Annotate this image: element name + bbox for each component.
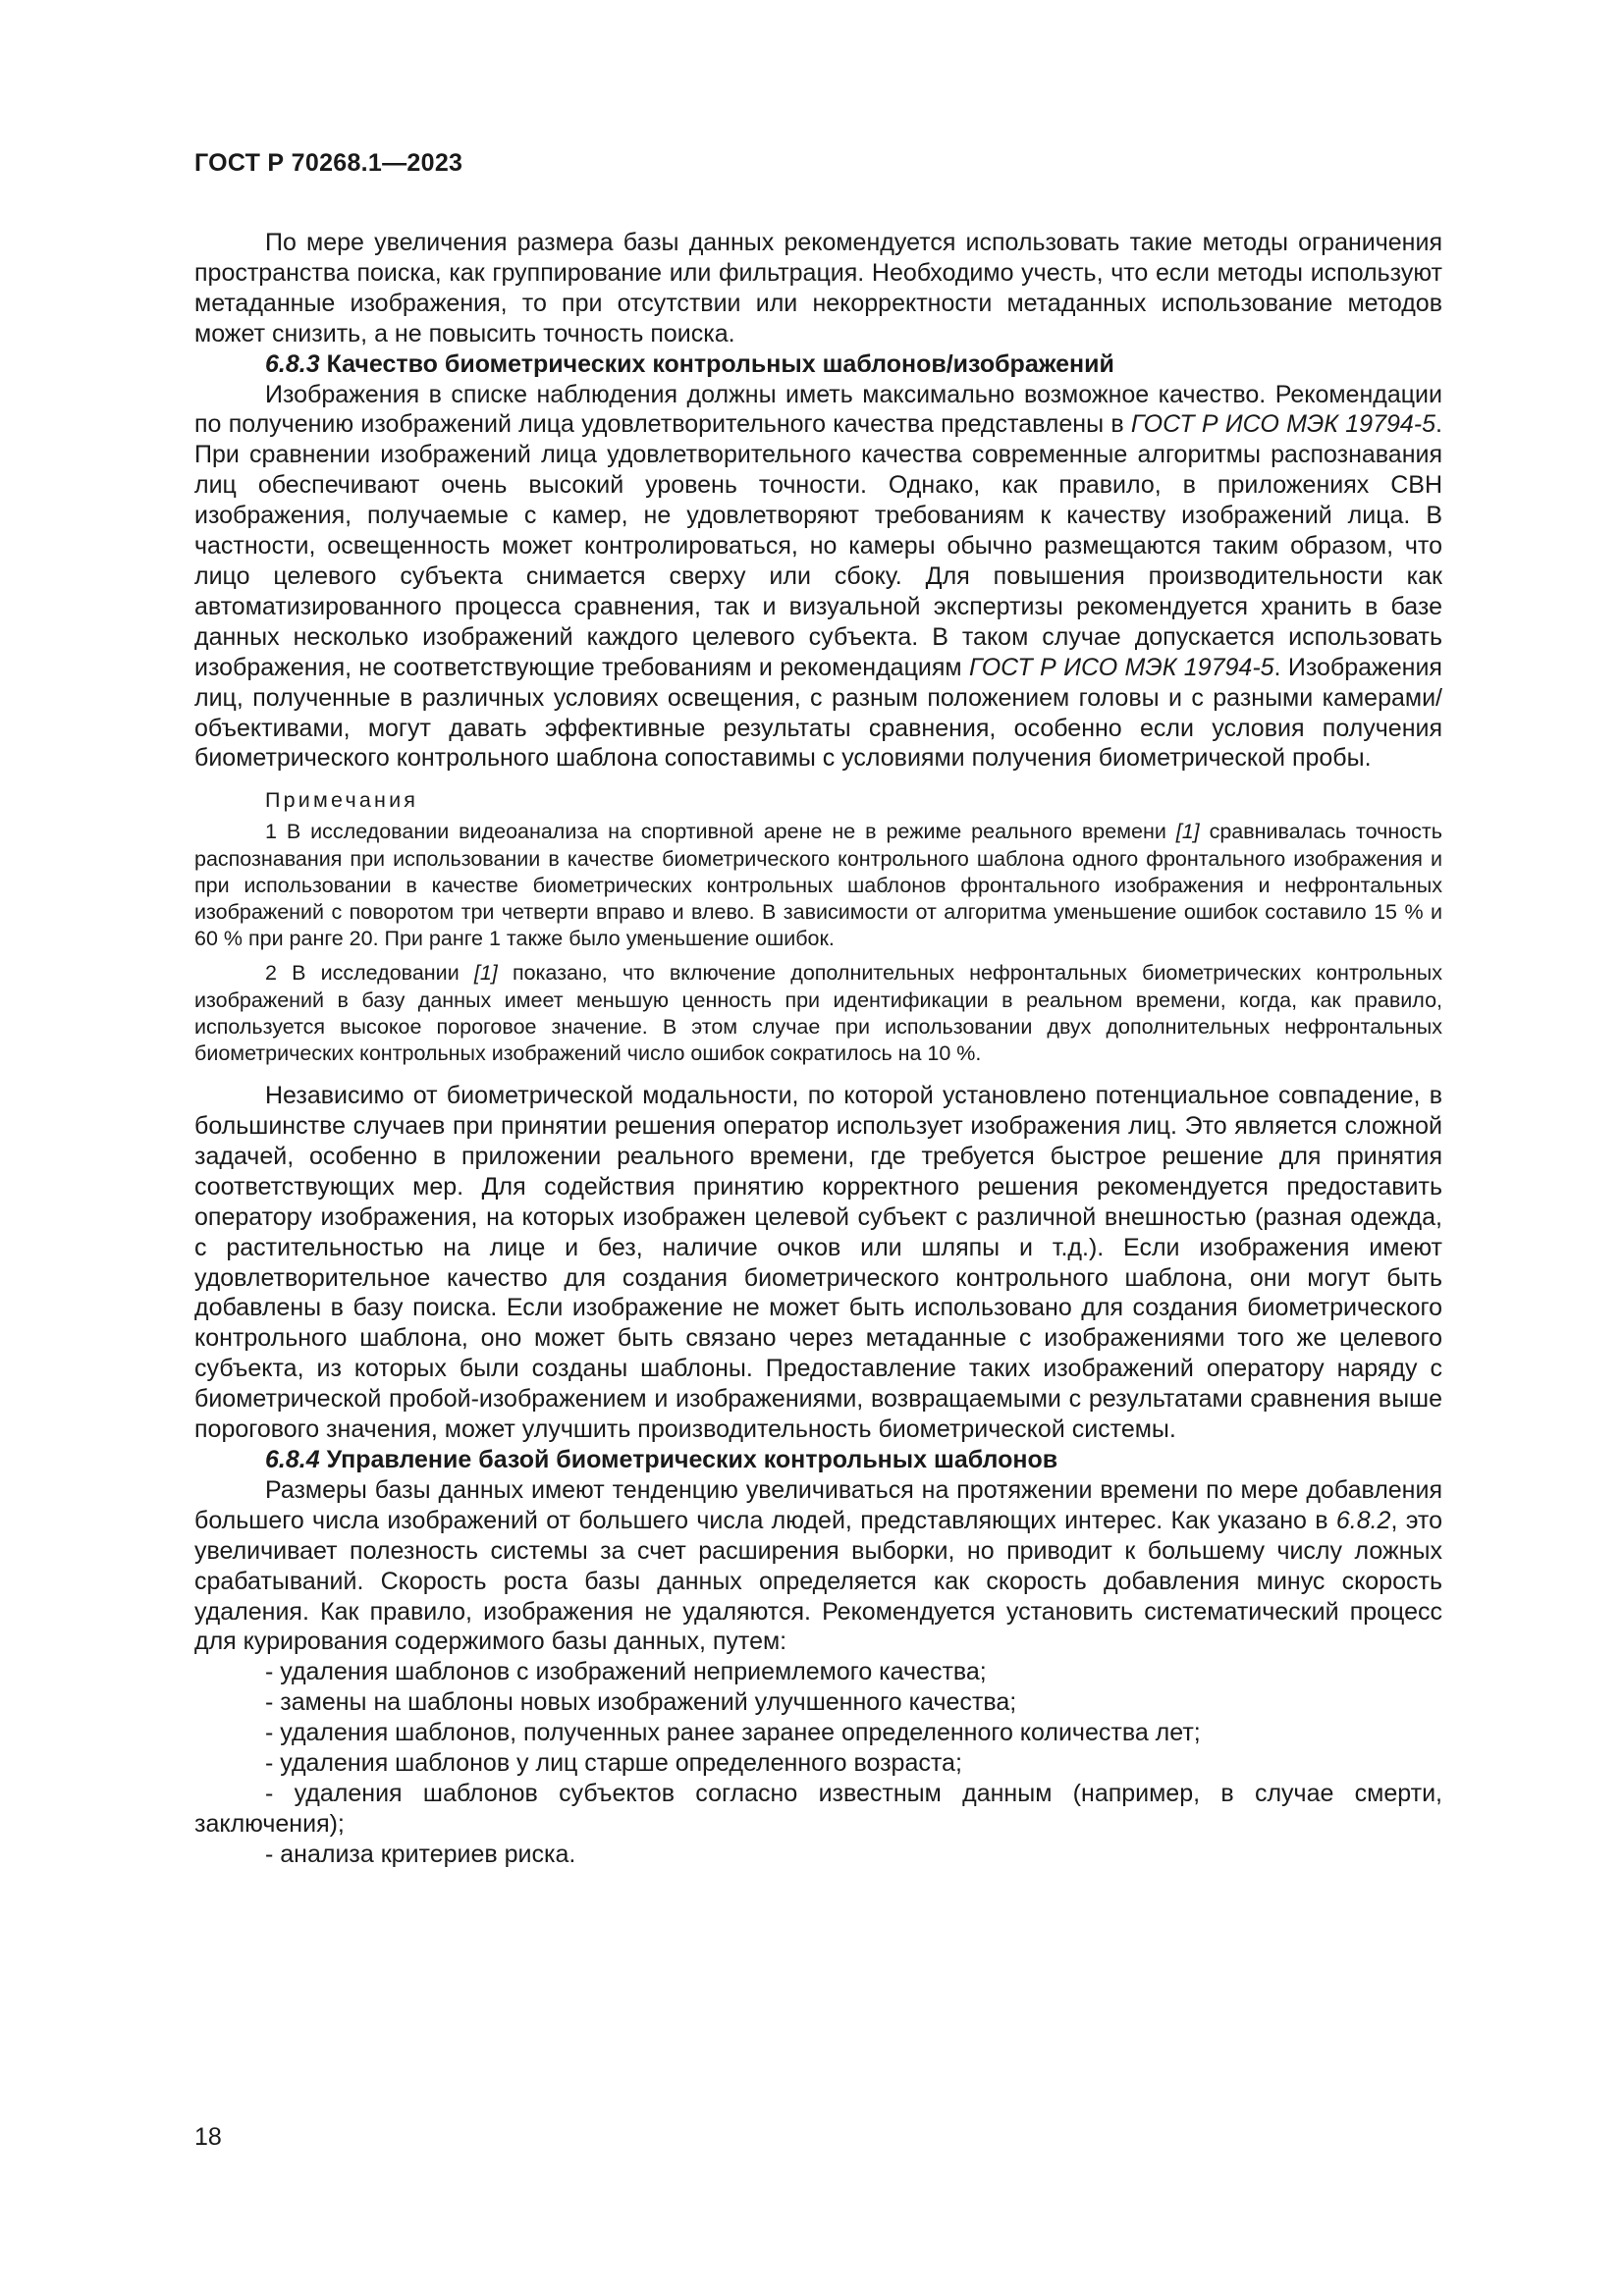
list-item: - удаления шаблонов с изображений неприемлемого качества; <box>265 1658 987 1686</box>
text-run: сравнивалась точность распознавания при использовании в качестве биометрического контрольного шаблона одного фронтального изображения и при использовании в качестве биометрических контрольных шаблонов фронтального изображения и нефронтальных изображений с поворотом три четверти вправо и влево. В зависимости от алгоритма уменьшение ошибок составило 15 % и 60 % при ранге 20. При ранге 1 также было уменьшение ошибок. <box>194 820 1442 951</box>
text-run: 1 В исследовании видеоанализа на спортивной арене не в режиме реального времени <box>265 820 1176 844</box>
section-reference: 6.8.2 <box>1335 1506 1391 1534</box>
list-item: - замены на шаблоны новых изображений улучшенного качества; <box>265 1688 1017 1717</box>
text-run: . При сравнении изображений лица удовлетворительного качества современные алгоритмы распознавания лиц обеспечивают очень высокий уровень точности. Однако, как правило, в приложениях СВН изображения, получаемые с камер, не удовлетворяют требованиям к качеству изображений лица. В частности, освещенность может контролироваться, но камеры обычно размещаются таким образом, что лицо целевого субъекта снимается сверху или сбоку. Для повышения производительности как автоматизированного процесса сравнения, так и визуальной экспертизы рекомендуется хранить в базе данных несколько изображений каждого целевого субъекта. В таком случае допускается использовать изображения, не соответствующие требованиям и рекомендациям <box>194 410 1442 681</box>
text-run: , это увеличивает полезность системы за счет расширения выборки, но приводит к большему числу ложных срабатываний. Скорость роста базы данных определяется как скорость добавления минус скорость удаления. Как правило, изображения не удаляются. Рекомендуется установить систематический процесс для курирования содержимого базы данных, путем: <box>194 1506 1443 1656</box>
text-run: 2 В исследовании <box>265 961 474 986</box>
standard-reference: ГОСТ Р ИСО МЭК 19794-5 <box>1130 410 1436 439</box>
section-number: 6.8.3 <box>265 349 320 378</box>
text-run: показано, что включение дополнительных нефронтальных биометрических контрольных изображений в базу данных имеет меньшую ценность при идентификации в реальном времени, когда, как правило, используется высокое пороговое значение. В этом случае при использовании двух дополнительных нефронтальных биометрических контрольных изображений число ошибок сократилось на 10 %. <box>194 961 1442 1065</box>
text-run: Размеры базы данных имеют тенденцию увеличиваться на протяжении времени по мере добавления большего числа изображений от большего числа людей, представляющих интерес. Как указано в <box>194 1475 1442 1534</box>
section-title: Качество биометрических контрольных шаблонов/изображений <box>326 349 1114 378</box>
paragraph-image-quality <box>194 380 1442 774</box>
document-header: ГОСТ Р 70268.1—2023 <box>194 149 463 177</box>
paragraph-search-space: По мере увеличения размера базы данных рекомендуется использовать такие методы ограничения пространства поиска, как группирование или фильтрация. Необходимо учесть, что если методы используют метаданные изображения, то при отсутствии или некорректности метаданных использование методов может снизить, а не повысить точность поиска. <box>194 229 1442 347</box>
section-heading-6-8-3 <box>194 349 1442 380</box>
list-item: - анализа критериев риска. <box>265 1840 576 1868</box>
page-number: 18 <box>194 2123 222 2151</box>
document-body <box>194 228 1442 1870</box>
paragraph-database-management <box>194 1475 1442 1657</box>
bibliography-reference: [1] <box>1175 820 1200 844</box>
section-number: 6.8.4 <box>265 1446 320 1474</box>
list-item: - удаления шаблонов у лиц старше определенного возраста; <box>265 1749 962 1778</box>
paragraph-operator-images: Независимо от биометрической модальности, по которой установлено потенциальное совпадение, в большинстве случаев при принятии решения оператор использует изображения лиц. Это является сложной задачей, особенно в приложении реального времени, где требуется быстрое решение для принятия соответствующих мер. Для содействия принятию корректного решения рекомендуется предоставить оператору изображения, на которых изображен целевой субъект с различной внешностью (разная одежда, с растительностью на лице и без, наличие очков или шляпы и т.д.). Если изображения имеют удовлетворительное качество для создания биометрического контрольного шаблона, они могут быть добавлены в базу поиска. Если изображение не может быть использовано для создания биометрического контрольного шаблона, оно может быть связано через метаданные с изображениями того же целевого субъекта, из которых были созданы шаблоны. Предоставление таких изображений оператору наряду с биометрической пробой-изображением и изображениями, возвращаемыми с результатами сравнения выше порогового значения, может улучшить производительность биометрической системы. <box>194 1082 1442 1444</box>
section-title: Управление базой биометрических контрольных шаблонов <box>326 1446 1058 1474</box>
note-2 <box>194 960 1442 1067</box>
section-heading-6-8-4 <box>194 1445 1442 1475</box>
list-item: - удаления шаблонов субъектов согласно известным данным (например, в случае смерти, заключения); <box>194 1779 1442 1838</box>
note-1 <box>194 819 1442 952</box>
list-item: - удаления шаблонов, полученных ранее заранее определенного количества лет; <box>265 1719 1201 1747</box>
text-run: . Изображения лиц, полученные в различных условиях освещения, с разным положением головы и с разными камерами/объективами, могут давать эффективные результаты сравнения, особенно если условия получения биометрического контрольного шаблона сопоставимы с условиями получения биометрической пробы. <box>194 653 1442 773</box>
bibliography-reference: [1] <box>473 961 498 986</box>
standard-reference: ГОСТ Р ИСО МЭК 19794-5 <box>968 653 1274 681</box>
notes-title: Примечания <box>265 788 419 813</box>
text-run: Изображения в списке наблюдения должны иметь максимально возможное качество. Рекомендации по получению изображений лица удовлетворительного качества представлены в <box>194 380 1442 439</box>
